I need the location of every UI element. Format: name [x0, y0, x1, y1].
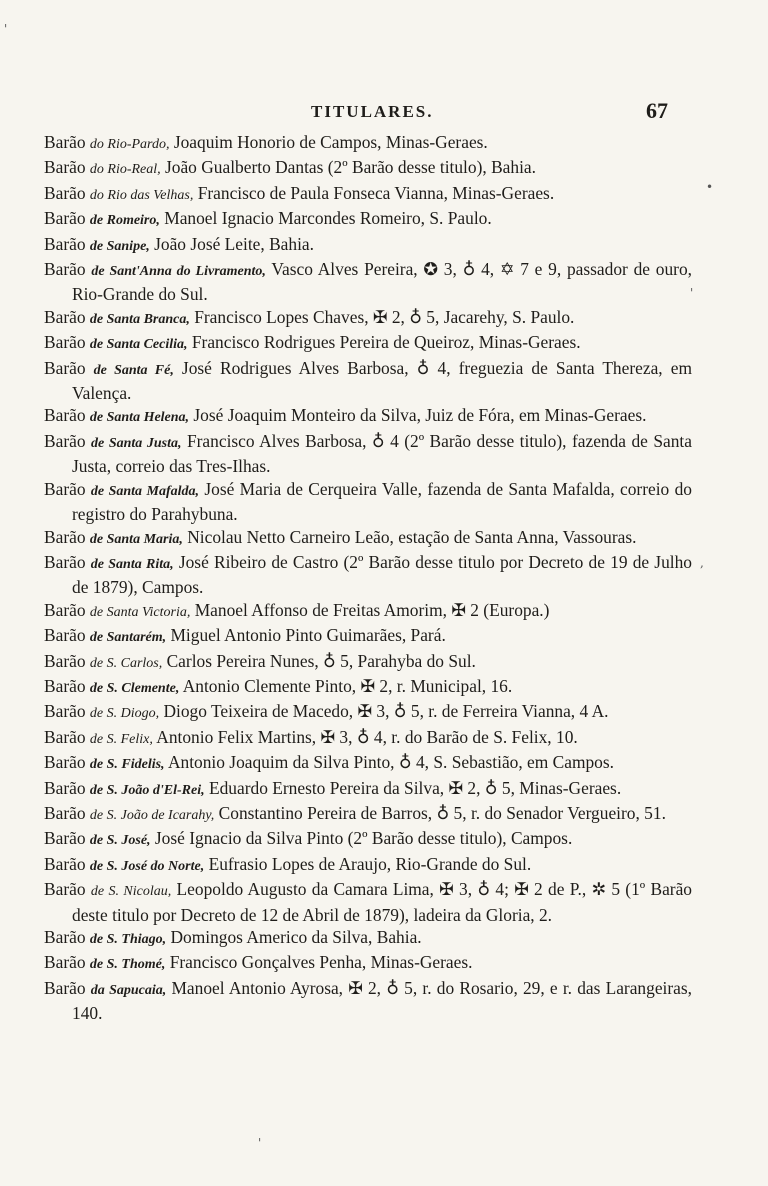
list-item: Barão de S. Thiago, Domingos Americo da Silva, Bahia.: [44, 927, 422, 947]
list-item: Barão de Santa Fé, José Rodrigues Alves Barbosa, ♁ 4, freguezia de Santa Thereza, em Valença.: [44, 357, 692, 404]
list-item: Barão de Santa Justa, Francisco Alves Barbosa, ♁ 4 (2º Barão desse titulo), fazenda de Santa Justa, correio das Tres-Ilhas.: [44, 430, 692, 477]
margin-speck: •: [706, 180, 714, 194]
list-item: Barão de S. Nicolau, Leopoldo Augusto da Camara Lima, ✠ 3, ♁ 4; ✠ 2 de P., ✲ 5 (1º Barão deste titulo por Decreto de 12 de Abril de 1879), ladeira da Gloria, 2.: [44, 879, 692, 925]
list-item: Barão de Sant'Anna do Livramento, Vasco Alves Pereira, ✪ 3, ♁ 4, ✡ 7 e 9, passador de ouro, Rio-Grande do Sul.: [44, 259, 693, 305]
margin-speck: ': [4, 22, 8, 36]
list-item: Barão de S. Carlos, Carlos Pereira Nunes, ♁ 5, Parahyba do Sul.: [44, 650, 476, 671]
list-item: Barão de Santa Maria, Nicolau Netto Carneiro Leão, estação de Santa Anna, Vassouras.: [44, 526, 637, 547]
list-item: Barão de Santa Branca, Francisco Lopes Chaves, ✠ 2, ♁ 5, Jacarehy, S. Paulo.: [44, 306, 575, 327]
list-item: Barão de S. Fidelis, Antonio Joaquim da Silva Pinto, ♁ 4, S. Sebastião, em Campos.: [44, 752, 614, 773]
list-item: Barão de S. Diogo, Diogo Teixeira de Macedo, ✠ 3, ♁ 5, r. de Ferreira Vianna, 4 A.: [44, 701, 609, 722]
list-item: Barão de Sanipe, João José Leite, Bahia.: [44, 233, 314, 254]
list-item: Barão de Santa Rita, José Ribeiro de Castro (2º Barão desse titulo por Decreto de 19 de Julho de 1879), Campos.: [44, 551, 692, 598]
list-item: Barão de S. José, José Ignacio da Silva Pinto (2º Barão desse titulo), Campos.: [44, 828, 573, 849]
page-number: 67: [646, 98, 668, 123]
list-item: Barão de Santa Helena, José Joaquim Monteiro da Silva, Juiz de Fóra, em Minas-Geraes.: [44, 405, 647, 426]
running-title: TITULARES.: [311, 102, 434, 121]
list-item: Barão da Sapucaia, Manoel Antonio Ayrosa, ✠ 2, ♁ 5, r. do Rosario, 29, e r. das Larangeiras, 140.: [44, 977, 692, 1024]
margin-speck: ,: [700, 556, 704, 570]
list-item: Barão de Santarém, Miguel Antonio Pinto Guimarães, Pará.: [44, 625, 446, 646]
margin-speck: ': [690, 286, 694, 300]
list-item: Barão de Santa Cecilia, Francisco Rodrigues Pereira de Queiroz, Minas-Geraes.: [44, 332, 581, 353]
running-header: [0, 98, 768, 128]
list-item: Barão de S. José do Norte, Eufrasio Lopes de Araujo, Rio-Grande do Sul.: [44, 853, 532, 874]
list-item: Barão do Rio das Velhas, Francisco de Paula Fonseca Vianna, Minas-Geraes.: [44, 182, 555, 203]
list-item: Barão de Santa Victoria, Manoel Affonso de Freitas Amorim, ✠ 2 (Europa.): [44, 599, 550, 620]
margin-speck: ': [258, 1136, 262, 1150]
list-item: Barão do Rio-Real, João Gualberto Dantas (2º Barão desse titulo), Bahia.: [44, 157, 536, 178]
list-item: Barão de Santa Mafalda, José Maria de Cerqueira Valle, fazenda de Santa Mafalda, correio do registro do Parahybuna.: [44, 478, 692, 525]
list-item: Barão de S. Felix, Antonio Felix Martins, ✠ 3, ♁ 4, r. do Barão de S. Felix, 10.: [44, 726, 578, 747]
list-item: Barão de S. Thomé, Francisco Gonçalves Penha, Minas-Geraes.: [44, 952, 473, 973]
list-item: Barão de Romeiro, Manoel Ignacio Marcondes Romeiro, S. Paulo.: [44, 208, 492, 229]
list-item: Barão de S. João d'El-Rei, Eduardo Ernesto Pereira da Silva, ✠ 2, ♁ 5, Minas-Geraes.: [44, 777, 622, 798]
list-item: Barão de S. Clemente, Antonio Clemente Pinto, ✠ 2, r. Municipal, 16.: [44, 675, 513, 696]
list-item: Barão do Rio-Pardo, Joaquim Honorio de Campos, Minas-Geraes.: [44, 132, 488, 152]
list-item: Barão de S. João de Icarahy, Constantino Pereira de Barros, ♁ 5, r. do Senador Vergueiro, 51.: [44, 802, 666, 823]
titles-list: [44, 131, 692, 1025]
